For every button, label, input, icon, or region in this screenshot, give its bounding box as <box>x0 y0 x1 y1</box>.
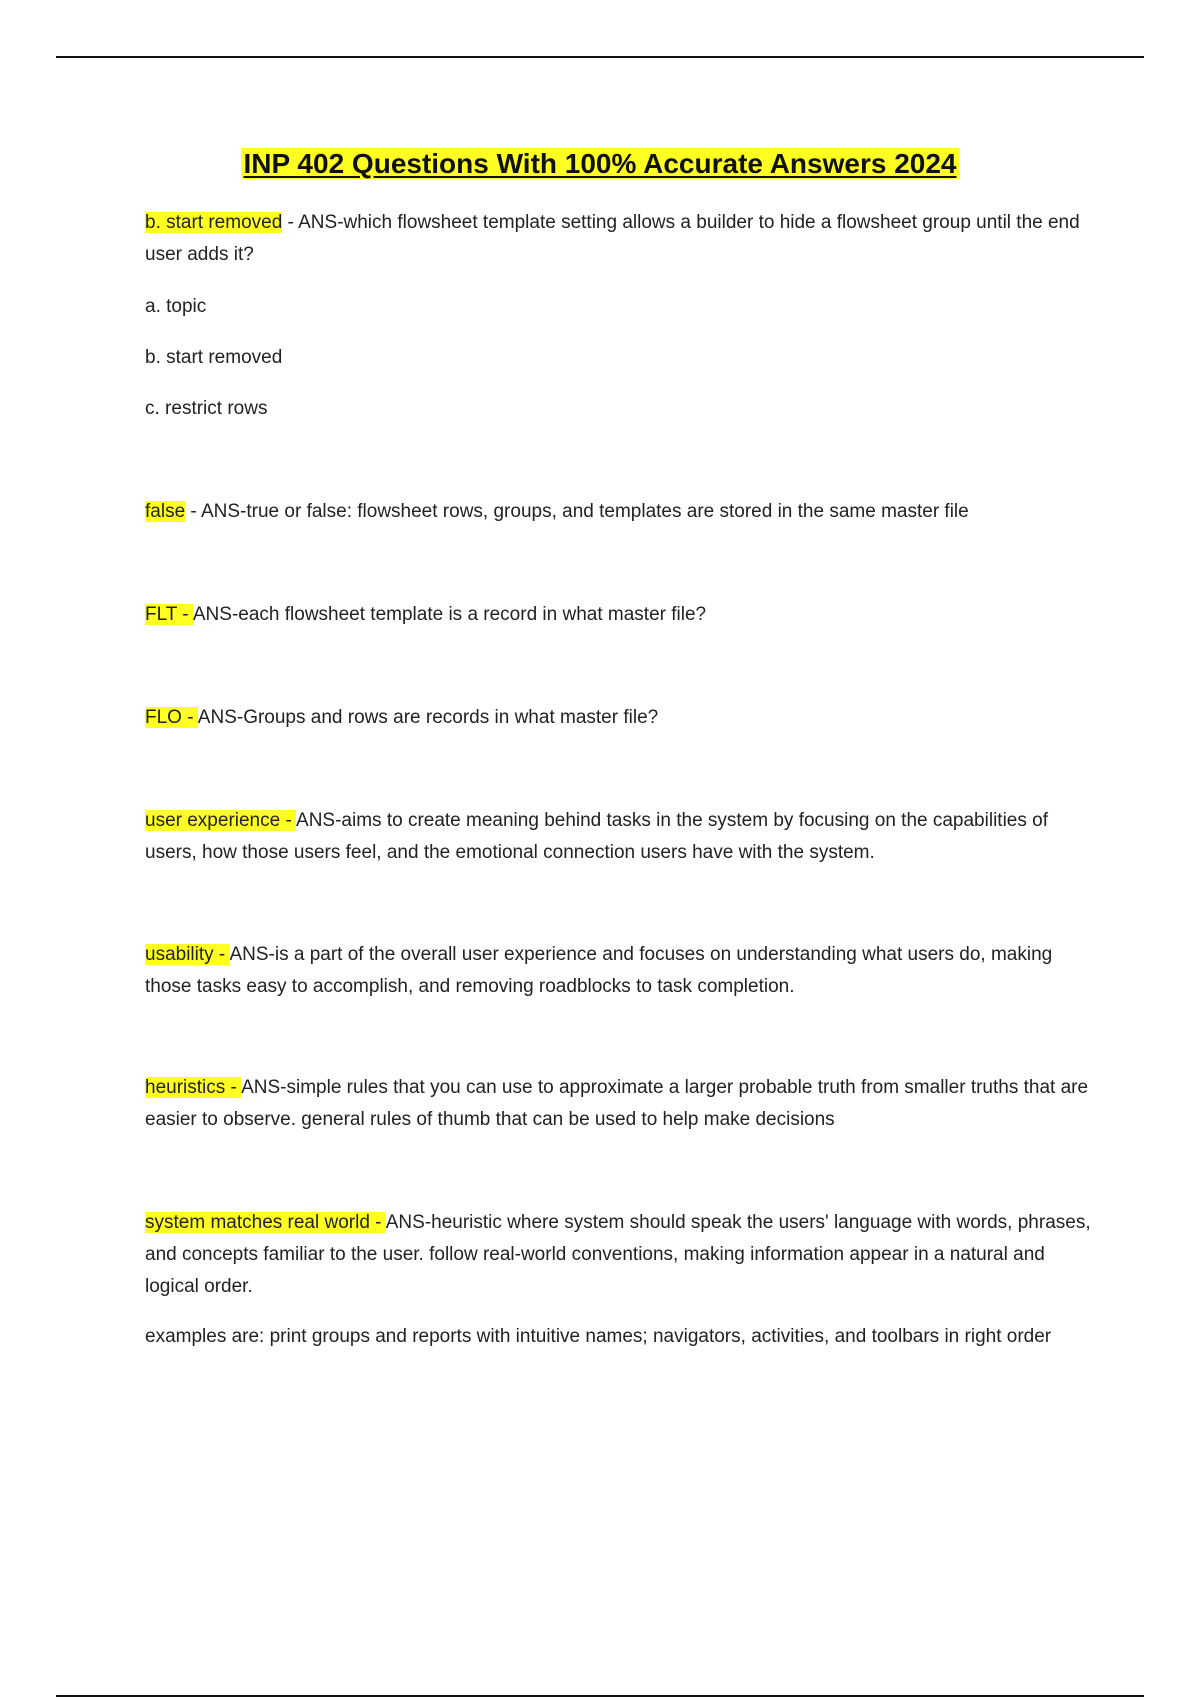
top-rule <box>56 56 1144 58</box>
entry-answer: ANS-true or false: flowsheet rows, groups, and templates are stored in the same master file <box>200 501 969 522</box>
entry-answer: ANS-simple rules that you can use to approximate a larger probable truth from smaller truths that are easier to observe. general rules of thumb that can be used to help make decisions <box>145 1077 1089 1130</box>
title-text: INP 402 Questions With 100% Accurate Answers 2024 <box>243 148 957 179</box>
entry-1 <box>145 207 1095 271</box>
entry-3 <box>145 599 1095 631</box>
entry-answer: ANS-is a part of the overall user experience and focuses on understanding what users do, making those tasks easy to accomplish, and removing roadblocks to task completion. <box>145 944 1053 997</box>
entry-term: usability - <box>145 944 230 965</box>
entry-4 <box>145 702 1095 734</box>
entry-7 <box>145 1072 1095 1136</box>
entry-term: FLO - <box>145 707 198 728</box>
entry-answer: ANS-each flowsheet template is a record in what master file? <box>192 604 707 625</box>
entry-separator: - <box>185 501 201 522</box>
entry-answer: ANS-which flowsheet template setting allows a builder to hide a flowsheet group until the end user adds it? <box>145 212 1080 265</box>
entry-6 <box>145 939 1095 1003</box>
entry-term: b. start removed <box>145 212 283 233</box>
entry-5 <box>145 805 1095 869</box>
option-c: c. restrict rows <box>145 398 268 419</box>
entry-term: heuristics - <box>145 1077 242 1098</box>
entry-separator: - <box>282 212 299 233</box>
entry-answer: ANS-Groups and rows are records in what master file? <box>197 707 659 728</box>
entry-answer: ANS-aims to create meaning behind tasks in the system by focusing on the capabilities of users, how those users feel, and the emotional connection users have with the system. <box>145 810 1048 863</box>
entry-term: system matches real world - <box>145 1212 386 1233</box>
entry-8 <box>145 1207 1095 1303</box>
option-a: a. topic <box>145 296 207 317</box>
examples-paragraph: examples are: print groups and reports with intuitive names; navigators, activities, and toolbars in right order <box>145 1326 1052 1347</box>
entry-term: user experience - <box>145 810 297 831</box>
entry-2 <box>145 496 1095 528</box>
entry-term: FLT - <box>145 604 193 625</box>
page-title <box>0 144 1200 184</box>
entry-term: false <box>145 501 186 522</box>
bottom-rule <box>56 1695 1144 1697</box>
option-b: b. start removed <box>145 347 283 368</box>
entry-answer: ANS-heuristic where system should speak the users' language with words, phrases, and concepts familiar to the user. follow real-world conventions, making information appear in a natural and logical order. <box>145 1212 1091 1297</box>
